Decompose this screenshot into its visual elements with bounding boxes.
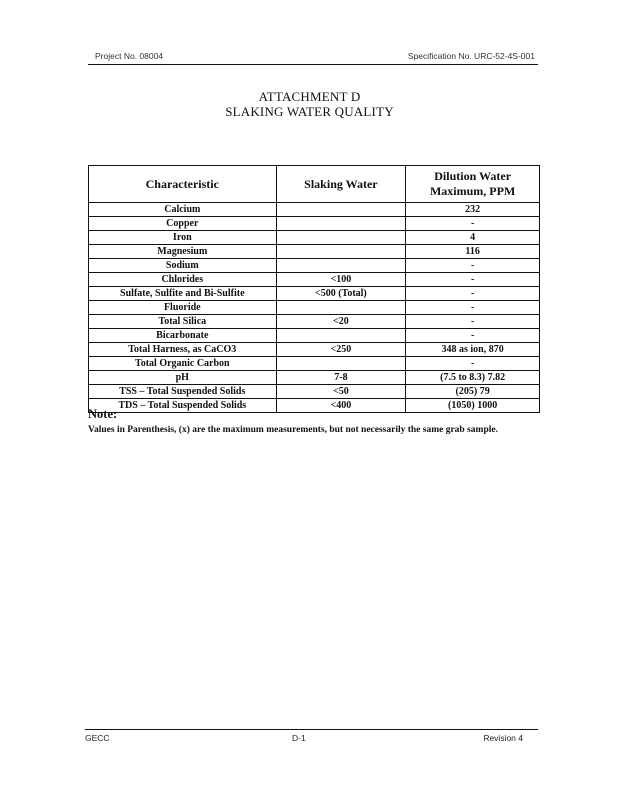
cell-slaking (276, 231, 406, 245)
page-footer (85, 733, 523, 747)
cell-slaking: <100 (276, 273, 406, 287)
cell-slaking (276, 329, 406, 343)
water-quality-table (88, 165, 540, 413)
cell-characteristic: Copper (89, 217, 277, 231)
cell-dilution: - (406, 259, 540, 273)
cell-dilution: - (406, 315, 540, 329)
cell-dilution: 116 (406, 245, 540, 259)
cell-characteristic: Sulfate, Sulfite and Bi-Sulfite (89, 287, 277, 301)
cell-characteristic: TDS – Total Suspended Solids (89, 399, 277, 413)
cell-slaking (276, 203, 406, 217)
cell-dilution: - (406, 273, 540, 287)
table-row (89, 245, 540, 259)
cell-dilution: (7.5 to 8.3) 7.82 (406, 371, 540, 385)
page-number: D-1 (292, 733, 306, 743)
note-heading: Note: (88, 407, 118, 421)
table-row (89, 217, 540, 231)
cell-dilution: 4 (406, 231, 540, 245)
cell-characteristic: Fluoride (89, 301, 277, 315)
page-header (95, 51, 535, 65)
cell-characteristic: pH (89, 371, 277, 385)
cell-characteristic: Total Organic Carbon (89, 357, 277, 371)
cell-slaking: <50 (276, 385, 406, 399)
cell-dilution: - (406, 287, 540, 301)
table-row (89, 273, 540, 287)
table-body (89, 203, 540, 413)
document-title: SLAKING WATER QUALITY (225, 104, 394, 119)
cell-slaking (276, 245, 406, 259)
table-row (89, 287, 540, 301)
cell-characteristic: Bicarbonate (89, 329, 277, 343)
revision-label: Revision 4 (483, 733, 523, 743)
cell-slaking (276, 301, 406, 315)
cell-characteristic: Total Silica (89, 315, 277, 329)
cell-characteristic: TSS – Total Suspended Solids (89, 385, 277, 399)
cell-dilution: 348 as ion, 870 (406, 343, 540, 357)
table-row (89, 357, 540, 371)
table-row (89, 343, 540, 357)
project-number: Project No. 08004 (95, 51, 164, 61)
cell-slaking: <400 (276, 399, 406, 413)
table-row (89, 315, 540, 329)
cell-characteristic: Iron (89, 231, 277, 245)
cell-slaking: <500 (Total) (276, 287, 406, 301)
table-row (89, 371, 540, 385)
header-slaking-water: Slaking Water (276, 166, 406, 203)
table-row (89, 329, 540, 343)
table-header-row (89, 166, 540, 203)
cell-characteristic: Sodium (89, 259, 277, 273)
cell-characteristic: Calcium (89, 203, 277, 217)
cell-slaking: 7-8 (276, 371, 406, 385)
cell-dilution: (1050) 1000 (406, 399, 540, 413)
note-text: Values in Parenthesis, (x) are the maximum measurements, but not necessarily the same grab sample. (88, 425, 498, 435)
table-row (89, 301, 540, 315)
table-row (89, 231, 540, 245)
attachment-title: ATTACHMENT D (258, 89, 361, 104)
header-dilution-water: Dilution Water Maximum, PPM (406, 166, 540, 203)
cell-slaking: <250 (276, 343, 406, 357)
company-name: GECC (85, 733, 110, 743)
cell-dilution: - (406, 301, 540, 315)
table-row (89, 399, 540, 413)
cell-characteristic: Chlorides (89, 273, 277, 287)
cell-slaking (276, 357, 406, 371)
cell-characteristic: Magnesium (89, 245, 277, 259)
footer-rule (85, 729, 538, 730)
table-row (89, 259, 540, 273)
table-row (89, 385, 540, 399)
cell-dilution: (205) 79 (406, 385, 540, 399)
cell-characteristic: Total Harness, as CaCO3 (89, 343, 277, 357)
header-rule (88, 64, 538, 65)
cell-slaking (276, 259, 406, 273)
specification-number: Specification No. URC-52-4S-001 (407, 51, 535, 61)
cell-dilution: 232 (406, 203, 540, 217)
cell-dilution: - (406, 357, 540, 371)
cell-dilution: - (406, 329, 540, 343)
header-characteristic: Characteristic (89, 166, 277, 203)
cell-slaking: <20 (276, 315, 406, 329)
cell-dilution: - (406, 217, 540, 231)
table-row (89, 203, 540, 217)
cell-slaking (276, 217, 406, 231)
